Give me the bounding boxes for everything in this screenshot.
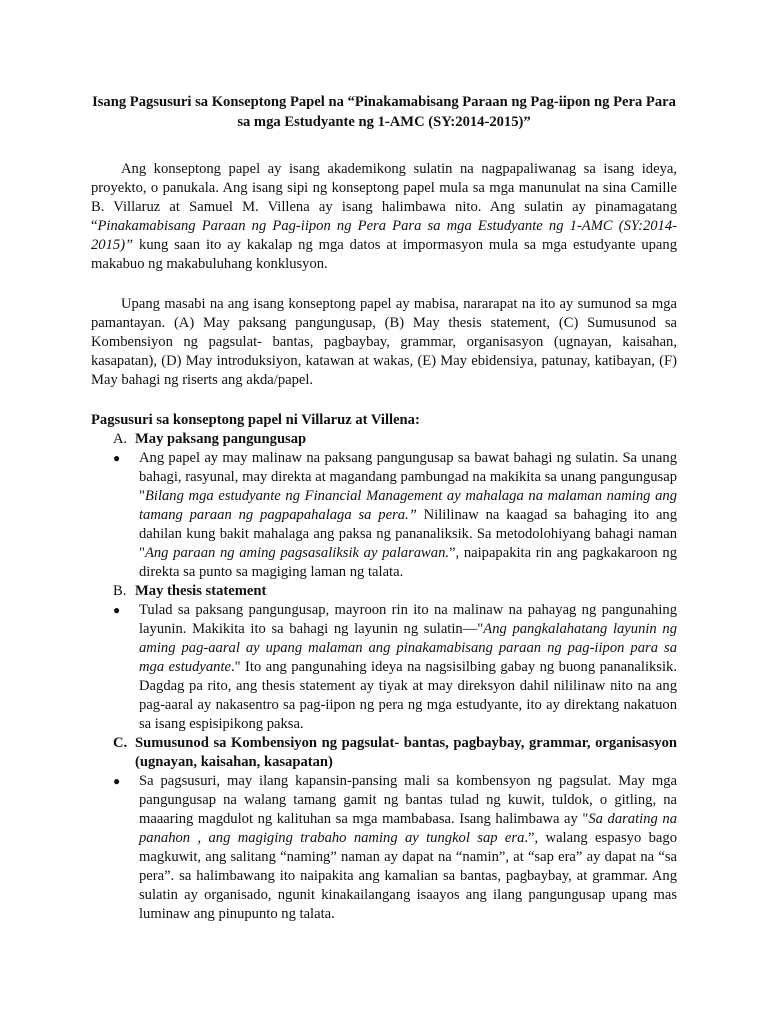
criterion-c (91, 734, 677, 772)
criterion-a-text-a: Ang papel ay may malinaw na paksang pangungusap sa bawat bahagi ng sulatin. Sa unang bahagi, rasyunal, may direkta at magandang pambungad na makikita sa unang pangungusap " (139, 450, 677, 504)
criterion-c-quote: Sa darating na panahon , ang magiging trabaho naming ay tungkol sap era (139, 811, 677, 846)
intro-p1-text-c: kung saan ito ay kakalap ng mga datos at impormasyon mula sa mga estudyante upang makabuo ng makabuluhang konklusyon. (91, 237, 677, 272)
criterion-c-text-c: .”, walang espasyo bago magkuwit, ang salitang “naming” naman ay dapat na “namin”, at “sap era” ay dapat na “sa pera”. sa halimbawang ito naipakita ang kamalian sa bantas, pagbaybay, at grammar. Ang sulatin ay organisado, ngunit kinakailangang isaayos ang ilang pangungusap upang mas luminaw ang pinupunto ng talata. (139, 830, 677, 922)
criterion-c-bullet (91, 772, 677, 924)
criterion-a-quote-1: Bilang mga estudyante ng Financial Management ay mahalaga na malaman naming ang tamang paraan ng pagpapahalaga sa pera.” (139, 488, 677, 523)
criterion-b-quote: Ang pangkalahatang layunin ng aming pag-aaral ay upang malaman ang pinakamabisang paraan ng pag-iipon para sa mga estudyante (139, 621, 677, 675)
intro-paragraph-2: Upang masabi na ang isang konseptong papel ay mabisa, nararapat na ito ay sumunod sa mga pamantayan. (A) May paksang pangungusap, (B) May thesis statement, (C) Sumusunod sa Kombensiyon ng pagsulat- bantas, pagbaybay, grammar, organisasyon (ugnayan, kaisahan, kasapatan), (D) May introduksiyon, katawan at wakas, (E) May ebidensiya, patunay, katibayan, (F) May bahagi ng riserts ang akda/papel. (91, 296, 677, 388)
criterion-c-text-a: Sa pagsusuri, may ilang kapansin-pansing mali sa kombensyon ng pagsulat. May mga pangungusap na walang tamang gamit ng bantas tulad ng kuwit, tuldok, o gitling, na maaaring magdulot ng kalituhan sa mga mambabasa. Isang halimbawa ay " (139, 773, 677, 827)
criterion-a (91, 430, 677, 449)
criterion-b-bullet (91, 601, 677, 734)
criterion-b-text-a: Tulad sa paksang pangungusap, mayroon rin ito na malinaw na pahayag ng pangunahing layunin. Makikita ito sa bahagi ng layunin ng sulatin—" (139, 602, 677, 637)
criterion-b-text-c: ." Ito ang pangunahing ideya na nagsisilbing gabay ng buong pananaliksik. Dagdag pa rito, ang thesis statement ay tiyak at may direksyon dahil nililinaw nito na ang pag-aaral ay nakasentro sa pag-iipon ng pera ng mga estudyante, ito ay direktang nakatuon sa isang espisipikong paksa. (139, 659, 677, 732)
criterion-b-title: May thesis statement (135, 583, 267, 599)
bullet-dot-icon: ● (113, 451, 121, 465)
criterion-a-bullet (91, 449, 677, 582)
criterion-a-quote-2: Ang paraan ng aming pagsasaliksik ay palarawan. (144, 545, 450, 561)
document-title: Isang Pagsusuri sa Konseptong Papel na “Pinakamabisang Paraan ng Pag-iipon ng Pera Para sa mga Estudyante ng 1-AMC (SY:2014-2015)” (92, 94, 676, 130)
criterion-a-title: May paksang pangungusap (135, 431, 307, 447)
criterion-b-letter: B. (113, 583, 127, 599)
criterion-c-letter: C. (113, 735, 128, 751)
intro-paragraph-1 (91, 160, 677, 274)
intro-p1-title-italic: Pinakamabisang Paraan ng Pag-iipon ng Pera Para sa mga Estudyante ng 1-AMC (SY:2014-2015)” (91, 218, 677, 253)
criterion-a-text-c: Nililinaw na kaagad sa bahaging ito ang dahilan kung bakit mahalaga ang paksa ng pananaliksik. Sa metodolohiyang bahagi naman " (139, 507, 678, 561)
bullet-dot-icon: ● (113, 603, 121, 617)
criterion-a-letter: A. (113, 431, 128, 447)
analysis-heading: Pagsusuri sa konseptong papel ni Villaruz at Villena: (91, 412, 420, 428)
intro-p1-text-a: Ang konseptong papel ay isang akademikong sulatin na nagpapaliwanag sa isang ideya, proyekto, o panukala. Ang isang sipi ng konseptong papel mula sa mga manunulat na sina Camille B. Villaruz at Samuel M. Villena ay isang halimbawa nito. Ang sulatin ay pinamagatang “ (91, 161, 677, 234)
document-page (91, 92, 677, 924)
criterion-c-title: Sumusunod sa Kombensiyon ng pagsulat- bantas, pagbaybay, grammar, organisasyon (ugnayan, kaisahan, kasapatan) (135, 735, 677, 770)
bullet-dot-icon: ● (113, 774, 121, 788)
criterion-b (91, 582, 677, 601)
criterion-a-text-e: ”, naipapakita rin ang pagkakaroon ng direkta sa punto sa magiging laman ng talata. (139, 545, 677, 580)
